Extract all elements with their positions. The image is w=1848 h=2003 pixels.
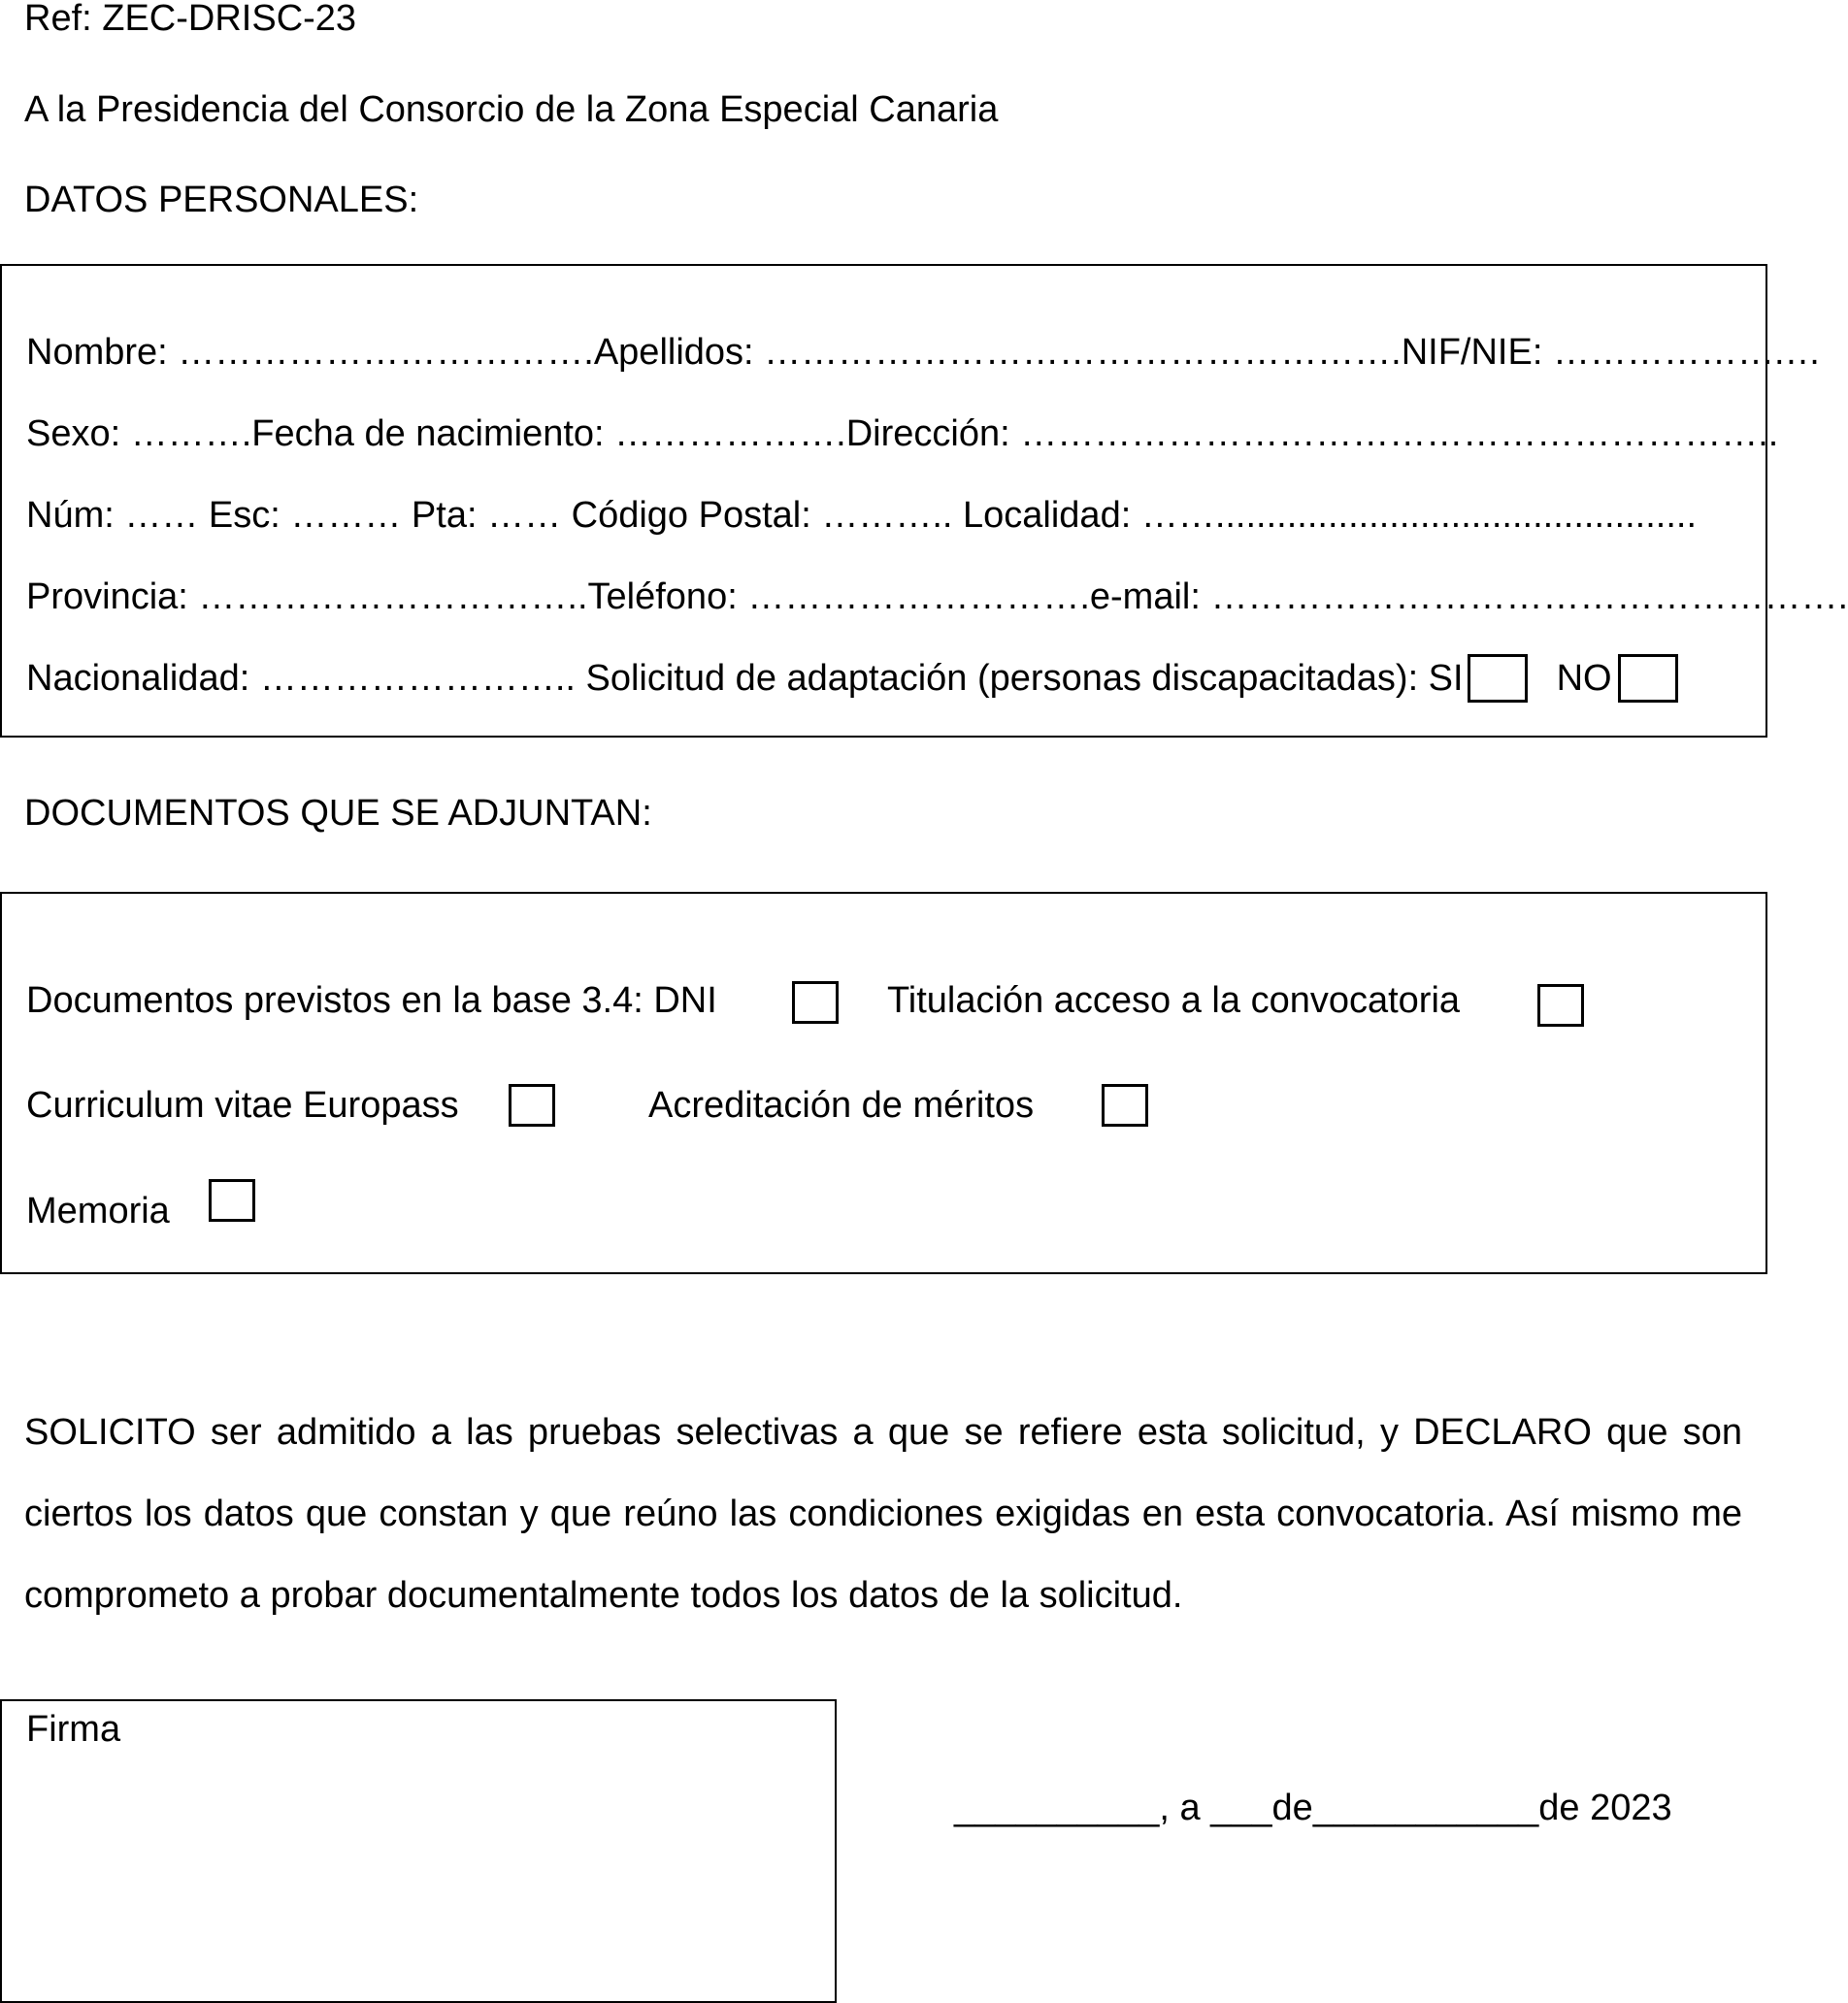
cv-checkbox[interactable] (509, 1084, 555, 1127)
personal-row-1 (26, 329, 1822, 376)
memoria-checkbox[interactable] (209, 1179, 255, 1222)
telefono-field[interactable]: Teléfono: ………………………. (587, 575, 1090, 617)
personal-data-box (0, 264, 1848, 738)
addressee: A la Presidencia del Consorcio de la Zona Especial Canaria (24, 89, 999, 130)
dni-checkbox[interactable] (792, 981, 839, 1024)
documents-title: DOCUMENTOS QUE SE ADJUNTAN: (24, 793, 652, 834)
nombre-field[interactable]: Nombre: ……………………………. (26, 331, 594, 373)
dni-label: Documentos previstos en la base 3.4: DNI (26, 980, 717, 1021)
meritos-checkbox[interactable] (1102, 1084, 1148, 1127)
memoria-label: Memoria (26, 1191, 170, 1231)
titulacion-checkbox[interactable] (1537, 984, 1584, 1027)
adaptacion-no-checkbox[interactable] (1618, 654, 1678, 703)
adaptacion-no-label: NO (1556, 657, 1612, 699)
meritos-label: Acreditación de méritos (648, 1085, 1035, 1126)
signature-label: Firma (26, 1709, 121, 1750)
direccion-field[interactable]: Dirección: …………………………………………………….. (845, 412, 1779, 454)
personal-row-3 (26, 492, 1741, 539)
nif-nie-field[interactable]: NIF/NIE: ……………….… (1401, 331, 1822, 373)
declaration-text: SOLICITO ser admitido a las pruebas selectivas a que se refiere esta solicitud, y DECLARO que son ciertos los datos que constan y que reúno las condiciones exigidas en esta convocatoria. Así mismo me comprometo a probar documentalmente todos los datos de la solicitud. (24, 1412, 1742, 1616)
nacionalidad-adaptacion-label: Nacionalidad: …………………….. Solicitud de adaptación (personas discapacitadas): SI (26, 657, 1464, 699)
cv-label: Curriculum vitae Europass (26, 1085, 459, 1126)
signature-box[interactable] (0, 1699, 837, 2003)
email-field[interactable]: e-mail: ……………………………………………. (1089, 575, 1848, 617)
personal-row-2 (26, 410, 1779, 457)
personal-row-4 (26, 574, 1848, 620)
provincia-field[interactable]: Provincia: ………………………….. (26, 575, 588, 617)
personal-row-5 (26, 655, 1741, 702)
titulacion-label: Titulación acceso a la convocatoria (887, 980, 1461, 1021)
adaptacion-si-checkbox[interactable] (1468, 654, 1528, 703)
date-line[interactable]: __________, a ___de___________de 2023 (954, 1788, 1672, 1828)
sexo-field[interactable]: Sexo: ………. (26, 412, 252, 454)
reference: Ref: ZEC-DRISC-23 (24, 0, 357, 39)
address-details-fields[interactable]: Núm: …… Esc: ……… Pta: …… Código Postal: ……….. Localidad: ……............................................... (26, 494, 1698, 536)
documents-box (0, 892, 1767, 1274)
apellidos-field[interactable]: Apellidos: ……………………………………………. (593, 331, 1402, 373)
personal-data-title: DATOS PERSONALES: (24, 180, 419, 220)
fecha-nacimiento-field[interactable]: Fecha de nacimiento: ………………. (251, 412, 846, 454)
